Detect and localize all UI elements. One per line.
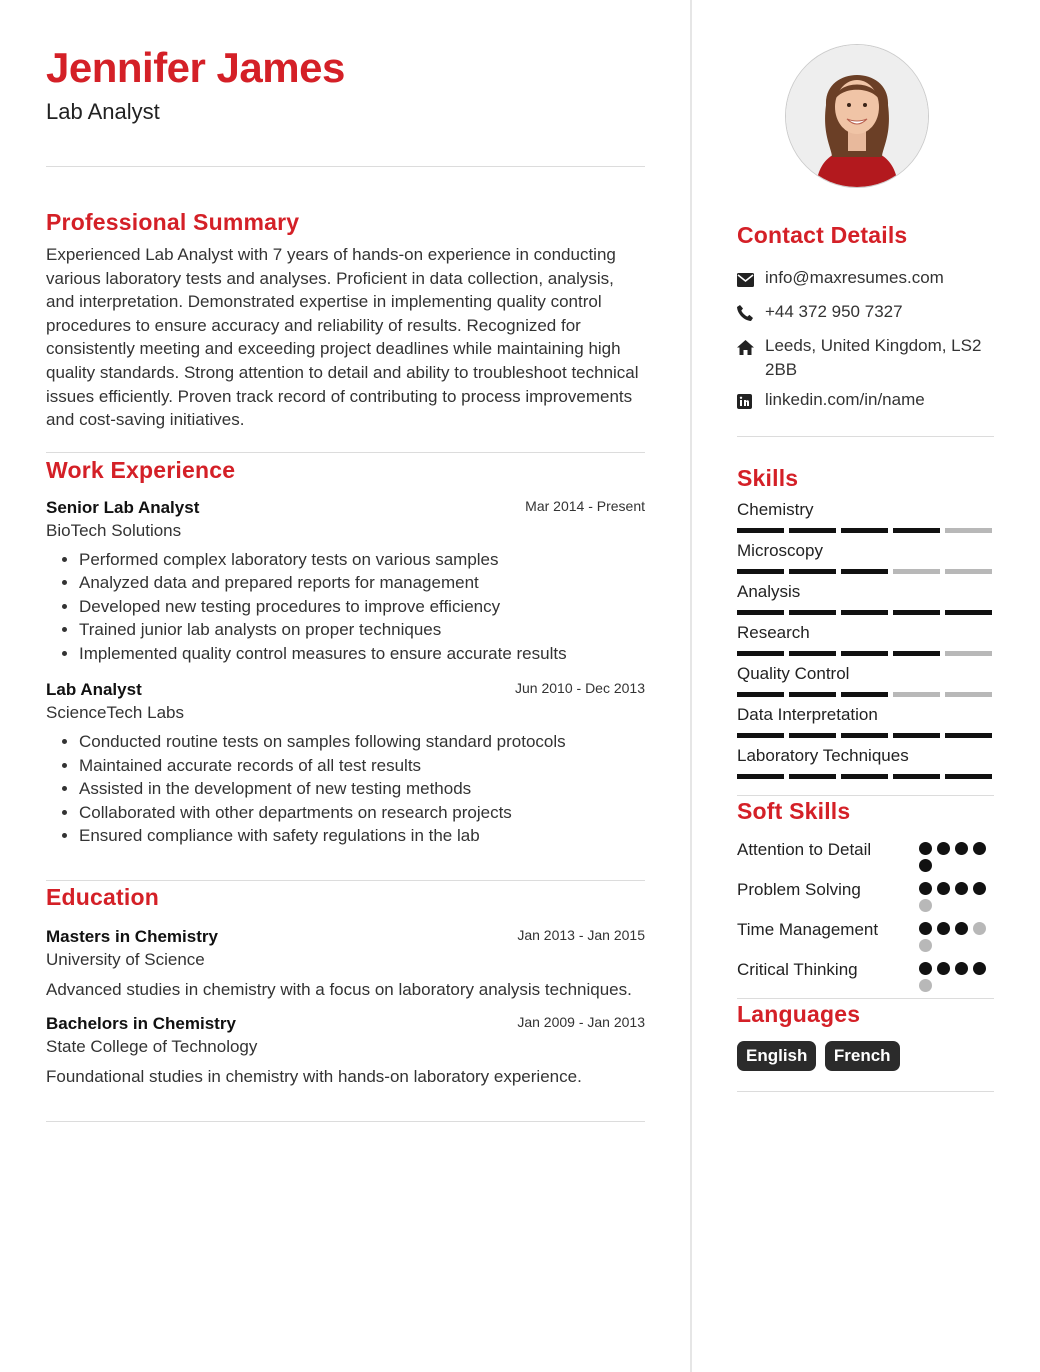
skill-name: Research	[737, 623, 810, 642]
skill-level-segment	[737, 774, 784, 779]
job-bullet: • Trained junior lab analysts on proper techniques	[79, 618, 645, 642]
skill-level-segment	[737, 733, 784, 738]
job-date: Mar 2014 - Present	[525, 497, 645, 514]
education-description: Foundational studies in chemistry with hands-on laboratory experience.	[46, 1067, 582, 1087]
soft-skill-item	[737, 918, 994, 952]
skill-item	[737, 540, 994, 574]
education-date: Jan 2009 - Jan 2013	[517, 1014, 645, 1031]
degree-title: Bachelors in Chemistry	[46, 1014, 236, 1034]
rating-dot	[919, 859, 932, 872]
contact-phone	[737, 300, 994, 328]
skill-level-segment	[737, 692, 784, 697]
skill-level-segment	[945, 774, 992, 779]
job-company: BioTech Solutions	[46, 520, 182, 540]
contact-linkedin-text[interactable]: linkedin.com/in/name	[765, 390, 925, 409]
soft-skills-list	[737, 838, 994, 992]
education-date: Jan 2013 - Jan 2015	[517, 926, 645, 943]
skill-level-segment	[945, 651, 992, 656]
rating-dot	[937, 882, 950, 895]
contact-list	[737, 266, 994, 416]
education-heading: Education	[46, 883, 159, 910]
contact-email	[737, 266, 994, 294]
skill-item	[737, 745, 994, 779]
job-bullet: • Assisted in the development of new testing methods	[79, 777, 645, 801]
language-badge: French	[825, 1041, 900, 1071]
rating-dot	[919, 842, 932, 855]
skill-name: Chemistry	[737, 500, 814, 519]
school-name: University of Science	[46, 949, 205, 969]
languages-list	[737, 1041, 994, 1071]
skill-level-segment	[841, 528, 888, 533]
skill-item	[737, 499, 994, 533]
skill-level-segment	[893, 528, 940, 533]
job-title: Senior Lab Analyst	[46, 497, 200, 517]
job-title: Lab Analyst	[46, 680, 142, 700]
job-bullets	[46, 548, 645, 666]
rating-dot	[955, 882, 968, 895]
contact-heading: Contact Details	[737, 222, 908, 248]
soft-skill-name: Problem Solving	[737, 880, 861, 899]
column-divider	[690, 0, 692, 1372]
rating-dot	[919, 939, 932, 952]
degree-title: Masters in Chemistry	[46, 926, 218, 946]
skill-level-segment	[789, 774, 836, 779]
candidate-title: Lab Analyst	[46, 99, 160, 124]
skill-level-segment	[789, 610, 836, 615]
sidebar-divider	[737, 1091, 994, 1092]
skill-level-segment	[789, 651, 836, 656]
job-bullet: • Maintained accurate records of all test results	[79, 754, 645, 778]
soft-skill-name: Time Management	[737, 920, 879, 939]
skill-level-segment	[945, 528, 992, 533]
skill-level-segment	[841, 610, 888, 615]
rating-dot	[919, 899, 932, 912]
soft-skills-heading: Soft Skills	[737, 798, 851, 824]
skill-level-segment	[841, 569, 888, 574]
job-bullet: • Developed new testing procedures to improve efficiency	[79, 595, 645, 619]
soft-skill-item	[737, 878, 994, 912]
skill-level-bar	[737, 610, 994, 615]
languages-heading: Languages	[737, 1001, 861, 1027]
soft-skill-name: Critical Thinking	[737, 960, 858, 979]
contact-address	[737, 334, 994, 382]
rating-dot	[973, 842, 986, 855]
home-icon	[737, 334, 765, 362]
soft-skill-item	[737, 838, 994, 872]
language-badge: English	[737, 1041, 816, 1071]
education-entry	[46, 926, 645, 1002]
skill-level-segment	[893, 569, 940, 574]
soft-skill-item	[737, 958, 994, 992]
contact-address-text: Leeds, United Kingdom, LS2 2BB	[765, 336, 982, 379]
skill-level-segment	[789, 733, 836, 738]
rating-dot	[955, 842, 968, 855]
skill-item	[737, 704, 994, 738]
skill-name: Analysis	[737, 582, 801, 601]
skill-level-bar	[737, 569, 994, 574]
skill-level-bar	[737, 774, 994, 779]
envelope-icon	[737, 266, 765, 294]
rating-dot	[937, 842, 950, 855]
skill-level-segment	[945, 569, 992, 574]
skill-level-segment	[893, 610, 940, 615]
rating-dot	[919, 922, 932, 935]
skill-item	[737, 622, 994, 656]
skill-level-bar	[737, 692, 994, 697]
rating-dot	[919, 882, 932, 895]
contact-email-text[interactable]: info@maxresumes.com	[765, 268, 944, 287]
skill-item	[737, 663, 994, 697]
skill-level-segment	[893, 692, 940, 697]
summary-section	[46, 207, 645, 432]
skill-level-segment	[841, 651, 888, 656]
rating-dot	[973, 962, 986, 975]
rating-dot	[955, 962, 968, 975]
skill-level-bar	[737, 733, 994, 738]
skill-level-segment	[841, 692, 888, 697]
skills-list	[737, 499, 994, 779]
job-bullet: • Analyzed data and prepared reports for management	[79, 571, 645, 595]
rating-dot	[919, 979, 932, 992]
skill-level-segment	[737, 569, 784, 574]
skill-level-bar	[737, 528, 994, 533]
skills-heading: Skills	[737, 465, 799, 491]
skill-item	[737, 581, 994, 615]
skill-level-segment	[789, 569, 836, 574]
soft-skill-rating	[919, 918, 994, 952]
skill-name: Data Interpretation	[737, 705, 878, 724]
rating-dot	[955, 922, 968, 935]
rating-dot	[973, 922, 986, 935]
summary-heading: Professional Summary	[46, 209, 300, 235]
section-divider	[46, 452, 645, 453]
soft-skill-rating	[919, 958, 994, 992]
skill-level-segment	[841, 774, 888, 779]
experience-section	[46, 455, 645, 848]
skill-level-segment	[945, 692, 992, 697]
job-bullets	[46, 730, 645, 848]
job-entry	[46, 679, 645, 848]
skill-name: Microscopy	[737, 541, 823, 560]
contact-phone-text[interactable]: +44 372 950 7327	[765, 302, 903, 321]
job-bullet: • Performed complex laboratory tests on various samples	[79, 548, 645, 572]
experience-heading: Work Experience	[46, 456, 236, 483]
main-column	[46, 40, 645, 1122]
rating-dot	[937, 922, 950, 935]
header-divider	[46, 166, 645, 167]
skill-name: Quality Control	[737, 664, 850, 683]
contact-linkedin	[737, 388, 994, 416]
section-divider	[46, 1121, 645, 1122]
skill-level-segment	[893, 774, 940, 779]
summary-text: Experienced Lab Analyst with 7 years of hands-on experience in conducting various laboratory tests and analyses. Proficient in data collection, analysis, and interpretation. Demonstrated expertise in implementing quality control procedures to ensure accuracy and reliability of results. Recognized for consistently meeting and exceeding project deadlines while maintaining high quality standards. Strong attention to detail and ability to troubleshoot technical issues efficiently. Proven track record of contributing to process improvements and cost-saving initiatives.	[46, 245, 639, 430]
rating-dot	[973, 882, 986, 895]
job-bullet: • Implemented quality control measures to ensure accurate results	[79, 642, 645, 666]
skill-level-segment	[737, 528, 784, 533]
education-description: Advanced studies in chemistry with a focus on laboratory analysis techniques.	[46, 979, 632, 999]
skill-level-segment	[893, 651, 940, 656]
education-entry	[46, 1013, 645, 1089]
skill-level-bar	[737, 651, 994, 656]
profile-photo	[785, 44, 929, 188]
sidebar	[737, 44, 994, 1092]
skill-level-segment	[789, 692, 836, 697]
school-name: State College of Technology	[46, 1037, 258, 1057]
soft-skill-name: Attention to Detail	[737, 840, 872, 859]
job-date: Jun 2010 - Dec 2013	[515, 680, 645, 697]
skill-level-segment	[789, 528, 836, 533]
job-bullet: • Collaborated with other departments on research projects	[79, 801, 645, 825]
phone-icon	[737, 300, 765, 328]
soft-skill-rating	[919, 838, 994, 872]
skill-level-segment	[893, 733, 940, 738]
rating-dot	[937, 962, 950, 975]
skill-level-segment	[737, 610, 784, 615]
skill-level-segment	[737, 651, 784, 656]
skill-level-segment	[945, 610, 992, 615]
job-company: ScienceTech Labs	[46, 703, 184, 723]
skill-name: Laboratory Techniques	[737, 746, 909, 765]
soft-skill-rating	[919, 878, 994, 912]
skill-level-segment	[841, 733, 888, 738]
skill-level-segment	[945, 733, 992, 738]
education-section	[46, 882, 645, 1089]
sidebar-divider	[737, 436, 994, 437]
job-entry	[46, 497, 645, 666]
rating-dot	[919, 962, 932, 975]
linkedin-icon	[737, 388, 765, 416]
job-bullet: • Ensured compliance with safety regulations in the lab	[79, 824, 645, 848]
candidate-name: Jennifer James	[46, 44, 345, 91]
job-bullet: • Conducted routine tests on samples following standard protocols	[79, 730, 645, 754]
section-divider	[46, 880, 645, 881]
